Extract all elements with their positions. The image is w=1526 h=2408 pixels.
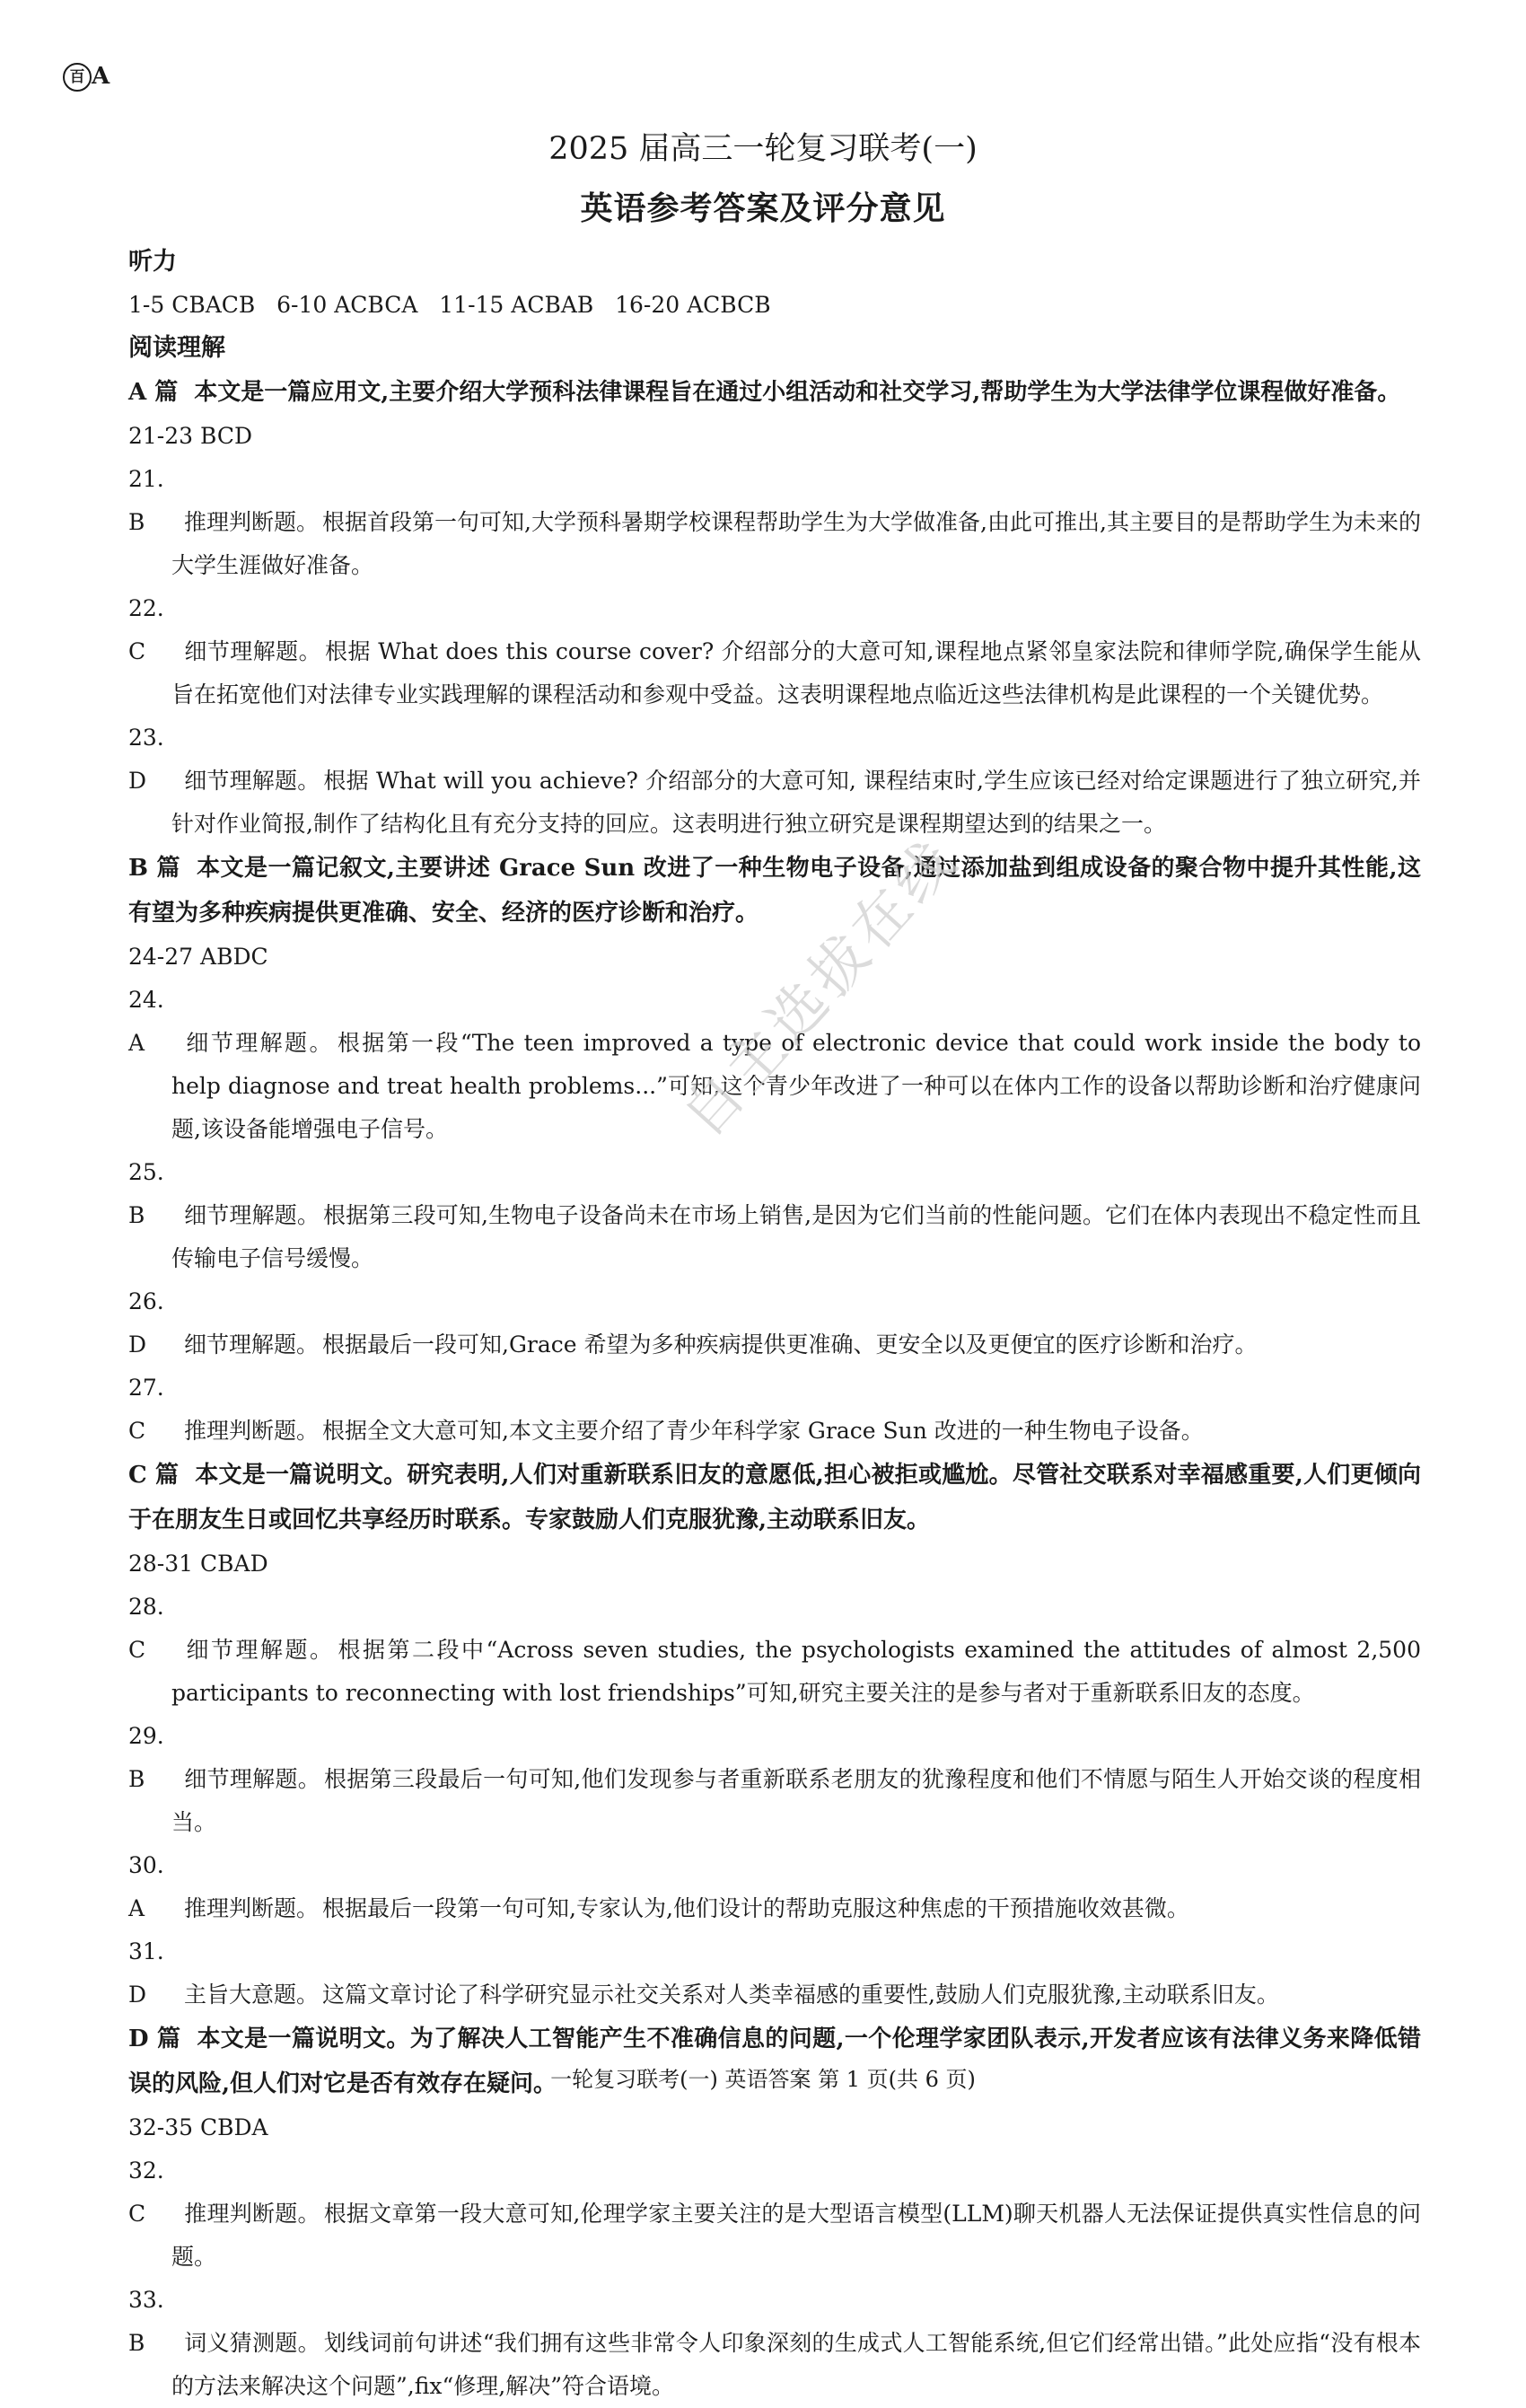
answer-item: [128, 587, 1421, 716]
question-type: 词义猜测题。: [184, 2330, 320, 2356]
passages-container: [128, 370, 1421, 2408]
explanation-text: 这篇文章讨论了科学研究显示社交关系对人类幸福感的重要性,鼓励人们克服犹豫,主动联系旧友。: [322, 1982, 1279, 2008]
answer-item: [128, 2149, 1421, 2279]
passage-tag: B 篇: [128, 855, 181, 882]
passage-tag: D 篇: [128, 2026, 181, 2052]
answer-range: 28-31 CBAD: [128, 1551, 268, 1577]
question-type: 细节理解题。: [184, 1331, 320, 1358]
question-type: 细节理解题。: [184, 1766, 321, 1792]
explanation-text: 根据第一段“The teen improved a type of electronic device that could work inside the body to help diagnose and treat health problems...”可知,这个青少年改进了一种可以在体内工作的设备以帮助诊断和治疗健康问题,该设备能增强电子信号。: [171, 1030, 1421, 1142]
answer-item: [128, 1151, 1421, 1280]
question-number: 32. C: [128, 2158, 164, 2227]
explanation-text: 根据 What does this course cover? 介绍部分的大意可知,课程地点紧邻皇家法院和律师学院,确保学生能从旨在拓宽他们对法律专业实践理解的课程活动和参观中受益。这表明课程地点临近这些法律机构是此课程的一个关键优势。: [171, 638, 1421, 707]
answer-range: 21-23 BCD: [128, 423, 253, 449]
answer-item: [128, 458, 1421, 587]
passage-summary-text: 本文是一篇记叙文,主要讲述 Grace Sun 改进了一种生物电子设备,通过添加盐到组成设备的聚合物中提升其性能,这有望为多种疾病提供更准确、安全、经济的医疗诊断和治疗。: [128, 855, 1421, 927]
answer-item: [128, 716, 1421, 846]
badge-letter: A: [92, 63, 110, 90]
passage-tag: C 篇: [128, 1462, 180, 1489]
passage-summary: [128, 370, 1421, 415]
explanation-text: 根据全文大意可知,本文主要介绍了青少年科学家 Grace Sun 改进的一种生物电子设备。: [322, 1418, 1204, 1444]
question-number: 23. D: [128, 725, 164, 794]
question-type: 主旨大意题。: [184, 1982, 320, 2008]
explanation-text: 根据第二段中“Across seven studies, the psychologists examined the attitudes of almost 2,500 participants to reconnecting with lost friendships”可知,研究主要关注的是参与者对于重新联系旧友的态度。: [171, 1637, 1421, 1706]
question-number: 26. D: [128, 1288, 164, 1358]
passage-tag: A 篇: [128, 379, 179, 406]
question-type: 推理判断题。: [184, 1895, 320, 1921]
question-number: 24. A: [128, 987, 164, 1056]
explanation-text: 根据最后一段第一句可知,专家认为,他们设计的帮助克服这种焦虑的干预措施收效甚微。: [322, 1895, 1189, 1921]
answer-item: [128, 1844, 1421, 1930]
question-type: 细节理解题。: [184, 768, 320, 794]
page-title: 2025 届高三一轮复习联考(一): [548, 131, 978, 167]
watermark-text: 自主选拔在线: [670, 825, 972, 1150]
question-type: 细节理解题。: [184, 1637, 335, 1663]
question-number: 28. C: [128, 1594, 164, 1663]
badge-circle: 百: [63, 63, 92, 92]
explanation-text: 根据最后一段可知,Grace 希望为多种疾病提供更准确、更安全以及更便宜的医疗诊断和治疗。: [322, 1331, 1258, 1358]
question-number: 21. B: [128, 466, 164, 535]
passage-summary-text: 本文是一篇说明文。为了解决人工智能产生不准确信息的问题,一个伦理学家团队表示,开发者应该有法律义务来降低错误的风险,但人们对它是否有效存在疑问。: [128, 2026, 1421, 2097]
answer-item: [128, 1930, 1421, 2017]
answer-item: [128, 1586, 1421, 1715]
question-number: 22. C: [128, 595, 164, 664]
reading-heading: 阅读理解: [128, 334, 225, 362]
listening-heading: 听力: [128, 248, 177, 276]
question-type: 细节理解题。: [184, 1202, 320, 1228]
passage-summary: [128, 1453, 1421, 1542]
question-type: 推理判断题。: [184, 1418, 320, 1444]
question-type: 细节理解题。: [184, 638, 322, 664]
page-footer: 一轮复习联考(一) 英语答案 第 1 页(共 6 页): [550, 2067, 976, 2092]
listening-answers: 1-5 CBACB 6-10 ACBCA 11-15 ACBAB 16-20 ACBCB: [128, 292, 771, 318]
paper-badge: [63, 63, 110, 92]
answer-item: [128, 1280, 1421, 1367]
question-number: 30. A: [128, 1852, 164, 1921]
explanation-text: 划线词前句讲述“我们拥有这些非常令人印象深刻的生成式人工智能系统,但它们经常出错。”此处应指“没有根本的方法来解决这个问题”,fix“修理,解决”符合语境。: [171, 2330, 1421, 2399]
answer-range: 32-35 CBDA: [128, 2114, 268, 2140]
explanation-text: 根据第三段最后一句可知,他们发现参与者重新联系老朋友的犹豫程度和他们不情愿与陌生人开始交谈的程度相当。: [171, 1766, 1421, 1835]
explanation-text: 根据 What will you achieve? 介绍部分的大意可知, 课程结束时,学生应该已经对给定课题进行了独立研究,并针对作业简报,制作了结构化且有充分支持的回应。这表明进行独立研究是课程期望达到的结果之一。: [171, 768, 1421, 837]
question-type: 细节理解题。: [184, 1030, 334, 1056]
question-number: 29. B: [128, 1723, 164, 1792]
question-number: 25. B: [128, 1159, 164, 1228]
answer-item: [128, 1367, 1421, 1453]
passage-summary-text: 本文是一篇应用文,主要介绍大学预科法律课程旨在通过小组活动和社交学习,帮助学生为大学法律学位课程做好准备。: [194, 379, 1401, 406]
explanation-text: 根据文章第一段大意可知,伦理学家主要关注的是大型语言模型(LLM)聊天机器人无法保证提供真实性信息的问题。: [171, 2201, 1421, 2270]
question-number: 33. B: [128, 2287, 164, 2356]
explanation-text: 根据第三段可知,生物电子设备尚未在市场上销售,是因为它们当前的性能问题。它们在体内表现出不稳定性而且传输电子信号缓慢。: [171, 1202, 1421, 1271]
explanation-text: 根据首段第一句可知,大学预科暑期学校课程帮助学生为大学做准备,由此可推出,其主要目的是帮助学生为未来的大学生涯做好准备。: [171, 509, 1421, 578]
answer-range: 24-27 ABDC: [128, 944, 268, 970]
passage-summary: [128, 846, 1421, 936]
answer-item: [128, 1715, 1421, 1844]
question-type: 推理判断题。: [184, 509, 320, 535]
page-subtitle: 英语参考答案及评分意见: [580, 189, 946, 227]
answer-item: [128, 2279, 1421, 2408]
question-number: 27. C: [128, 1375, 164, 1444]
question-type: 推理判断题。: [184, 2201, 320, 2227]
passage-summary-text: 本文是一篇说明文。研究表明,人们对重新联系旧友的意愿低,担心被拒或尴尬。尽管社交联系对幸福感重要,人们更倾向于在朋友生日或回忆共享经历时联系。专家鼓励人们克服犹豫,主动联系旧友。: [128, 1462, 1421, 1534]
question-number: 31. D: [128, 1938, 164, 2008]
